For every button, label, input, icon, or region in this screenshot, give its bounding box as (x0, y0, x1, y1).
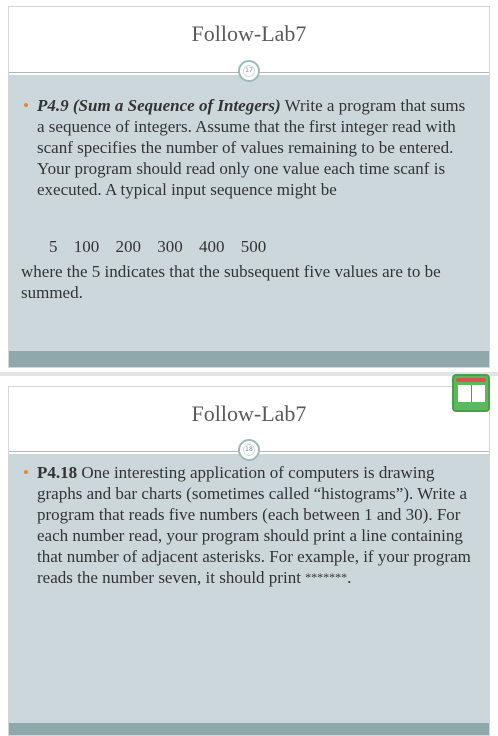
slide-1 (8, 6, 490, 368)
slide-content (9, 75, 489, 355)
slide-separator (0, 372, 498, 376)
problem-paragraph (23, 462, 475, 588)
slide-footer-bar (9, 723, 489, 735)
slide-title: Follow-Lab7 (191, 21, 307, 46)
bullet-icon: • (23, 463, 29, 482)
bullet-icon: • (23, 96, 29, 115)
book-icon[interactable] (452, 374, 490, 412)
asterisks-example: ******* (305, 570, 348, 584)
example-input: 5 100 200 300 400 500 (49, 237, 267, 256)
problem-heading: P4.9 (Sum a Sequence of Integers) (37, 96, 281, 115)
slide-footer-bar (9, 351, 489, 367)
slide-2 (8, 386, 490, 736)
problem-body: One interesting application of computers is drawing graphs and bar charts (sometimes called “histograms”). Write a program that reads five numbers (each between 1 and 30). For each number read, your program should print a line containing that number of adjacent asterisks. For example, if your program reads the number seven, it should print (37, 463, 471, 587)
slide-number: 17 (238, 60, 260, 82)
problem-paragraph (23, 95, 475, 200)
slide-number: 18 (238, 439, 260, 461)
sentence-end: . (347, 568, 352, 587)
slide-title: Follow-Lab7 (191, 401, 307, 426)
example-note: where the 5 indicates that the subsequent five values are to be summed. (21, 262, 441, 302)
problem-body: Write a program that sums a sequence of integers. Assume that the first integer read with scanf specifies the number of values remaining to be entered. Your program should read only one value each time scanf is executed. A typical input sequence might be (37, 96, 466, 199)
problem-heading: P4.18 (37, 463, 78, 482)
slide-content (9, 454, 489, 726)
